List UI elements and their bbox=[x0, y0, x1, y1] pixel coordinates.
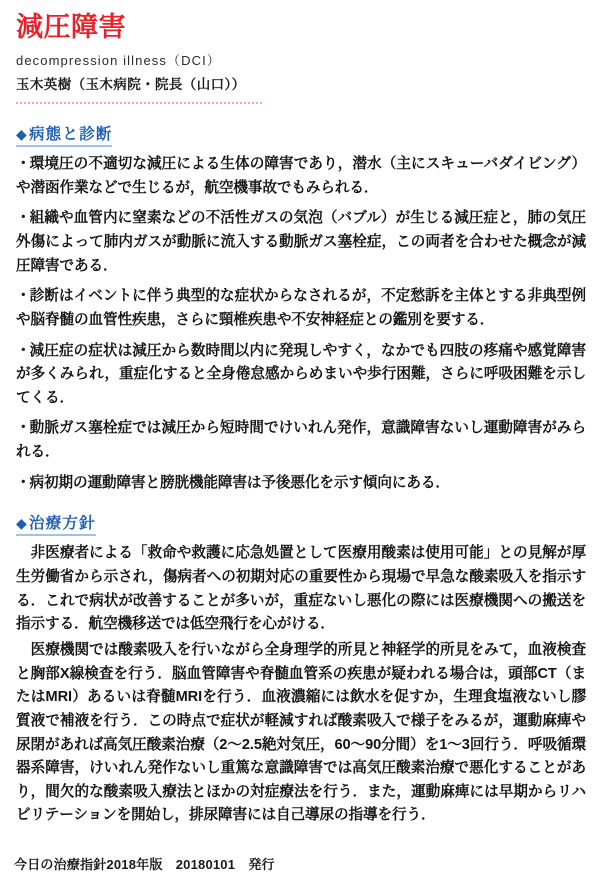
author-affiliation: 玉木英樹（玉木病院・院長（山口）） bbox=[16, 76, 246, 92]
pathology-bullet-list bbox=[14, 153, 586, 495]
section-heading-treatment bbox=[16, 511, 96, 536]
list-item: ・ 病初期の運動障害と膀胱機能障害は予後悪化を示す傾向にある． bbox=[14, 472, 586, 496]
section-treatment-policy bbox=[14, 511, 586, 828]
section-heading-pathology bbox=[16, 122, 112, 147]
list-item: ・ 環境圧の不適切な減圧による生体の障害であり，潜水（主にスキューバダイビング）や潜函作業などで生じるが，航空機事故でもみられる． bbox=[14, 153, 586, 200]
section-pathology-diagnosis bbox=[14, 122, 586, 495]
header-divider bbox=[16, 102, 262, 104]
subtitle-english: decompression illness（DCI） bbox=[16, 53, 221, 69]
paragraph: 非医療者による「救命や救護に応急処置として医療用酸素は使用可能」との見解が厚生労働省から示され，傷病者への初期対応の重要性から現場で早急な酸素吸入を指示する．これで病状が改善することが多いが，重症ないし悪化の際には医療機関への搬送を指示する．航空機移送では低空飛行を心がける． bbox=[16, 545, 586, 633]
list-item: ・ 減圧症の症状は減圧から数時間以内に発現しやすく，なかでも四肢の疼痛や感覚障害が多くみられ，重症化すると全身倦怠感からめまいや歩行困難，さらに呼吸困難を示してくる． bbox=[14, 340, 586, 411]
footer-source: 今日の治療指針2018年版 20180101 発行 bbox=[14, 857, 275, 872]
paragraph: 医療機関では酸素吸入を行いながら全身理学的所見と神経学的所見をみて，血液検査と胸部X線検査を行う．脳血管障害や脊髄血管系の疾患が疑われる場合は，頭部CT（またはMRI）あるいは脊髄MRIを行う．血液濃縮には飲水を促すか，生理食塩液ないし膠質液で補液を行う．この時点で症状が軽減すれば酸素吸入で様子をみるが，運動麻痺や尿閉があれば高気圧酸素治療（2〜2.5絶対気圧，60〜90分間）を1〜3回行う．呼吸循環器系障害，けいれん発作ないし重篤な意識障害では高気圧酸素治療で悪化することがあり，間欠的な酸素吸入療法とほかの対症療法を行う．また，運動麻痺には早期からリハビリテーションを開始し，排尿障害には自己導尿の指導を行う． bbox=[16, 641, 586, 824]
list-item: ・ 診断はイベントに伴う典型的な症状からなされるが，不定愁訴を主体とする非典型例や脳脊髄の血管性疾患，さらに頸椎疾患や不安神経症との鑑別を要する． bbox=[14, 285, 586, 332]
document-header bbox=[14, 0, 586, 104]
diamond-bullet-icon: ◆ bbox=[16, 126, 28, 143]
diamond-bullet-icon: ◆ bbox=[16, 515, 28, 532]
list-item: ・ 動脈ガス塞栓症では減圧から短時間でけいれん発作，意識障害ないし運動障害がみられる． bbox=[14, 417, 586, 464]
page-title: 減圧障害 bbox=[16, 12, 126, 42]
section-heading-label: 病態と診断 bbox=[28, 126, 113, 144]
section-heading-label: 治療方針 bbox=[28, 515, 96, 533]
list-item: ・ 組織や血管内に窒素などの不活性ガスの気泡（バブル）が生じる減圧症と，肺の気圧外傷によって肺内ガスが動脈に流入する動脈ガス塞栓症，この両者を合わせた概念が減圧障害である． bbox=[14, 207, 586, 278]
